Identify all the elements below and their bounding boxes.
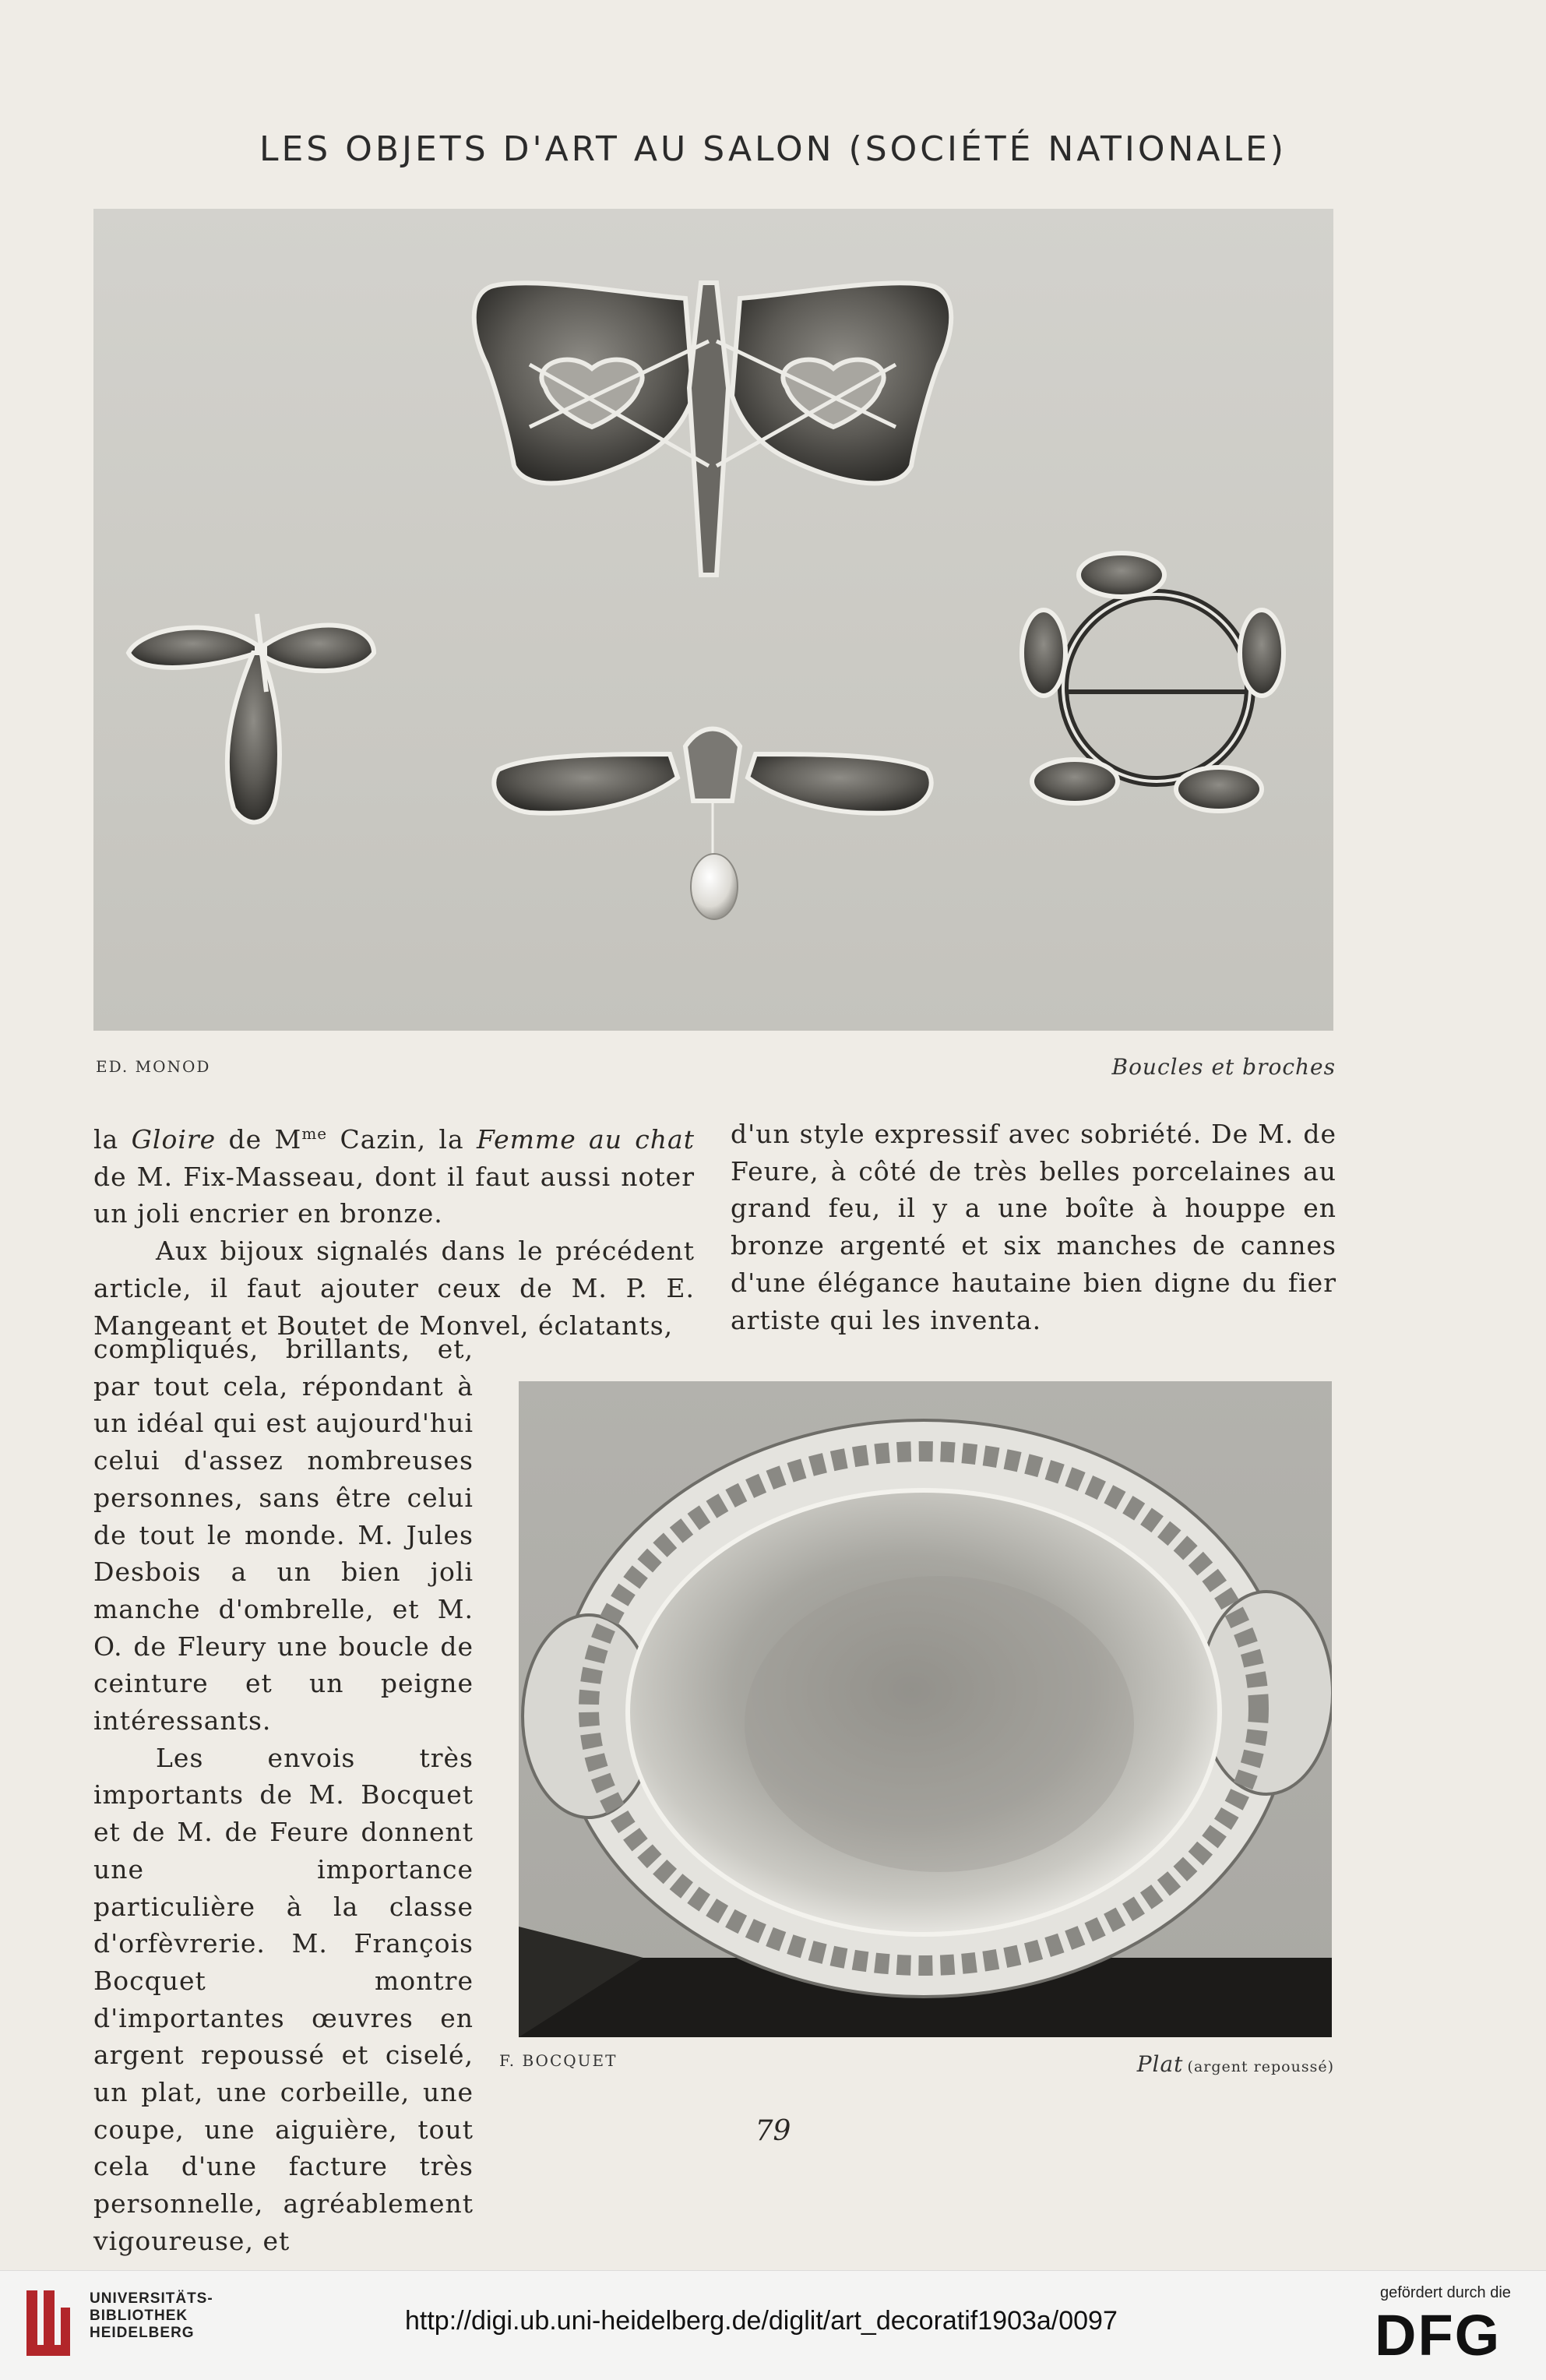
- paragraph-2-continued: compliqués, brillants, et, par tout cela, répondant à un idéal qui est aujourd'hui celui d'assez nombreuses personnes, sans être celui de tout le monde. M. Jules Desbois a un bien joli manche d'ombrelle, et M. O. de Fleury une boucle de ceinture et un peigne intéressants.: [93, 1334, 474, 1737]
- plate-illustration: [519, 1381, 1332, 2037]
- paragraph-right: d'un style expressif avec sobriété. De M. de Feure, à côté de très belles porcelaines au grand feu, il y a une boîte à houppe en bronze argenté et six manches de cannes d'une élégance hautaine bien digne du fier artiste qui les inventa.: [731, 1119, 1336, 1335]
- right-column: [731, 1116, 1336, 1338]
- library-name: UNIVERSITÄTS- BIBLIOTHEK HEIDELBERG: [90, 2290, 213, 2341]
- library-logo-icon: [17, 2284, 79, 2365]
- butterfly-buckle: [474, 283, 952, 575]
- paragraph-3: Les envois très importants de M. Bocquet et de M. de Feure donnent une importance particulière à la classe d'orfèvrerie. M. François Bocquet montre d'importantes œuvres en argent repoussé et ciselé, un plat, une corbeille, une coupe, une aiguière, tout cela d'une facture très personnelle, agréablement vigoureuse, et: [93, 1742, 474, 2256]
- figure1-artist: ED. MONOD: [96, 1057, 211, 1076]
- paragraph-1: la Gloire de $M^{me}$ Cazin, la Femme au chat de M. Fix-Masseau, dont il faut aussi noter un joli encrier en bronze.: [93, 1124, 695, 1229]
- figure2-artist: F. BOCQUET: [499, 2051, 618, 2070]
- jewelry-illustration: [93, 209, 1333, 1031]
- pendant-brooch: [494, 729, 931, 920]
- figure1-caption: Boucles et broches: [1111, 1054, 1336, 1080]
- page-number: 79: [755, 2115, 791, 2147]
- jewelry-photo: [93, 209, 1333, 1031]
- plate-photo: [519, 1381, 1332, 2037]
- paragraph-2: Aux bijoux signalés dans le précédent article, il faut ajouter ceux de M. P. E. Mangeant et Boutet de Monvel, éclatants,: [93, 1236, 695, 1341]
- figure2-caption: Plat (argent repoussé): [1136, 2051, 1334, 2077]
- leaf-brooch: [129, 614, 374, 822]
- source-url-link[interactable]: http://digi.ub.uni-heidelberg.de/diglit/art_decoratif1903a/0097: [405, 2306, 1118, 2336]
- funder-label: gefördert durch die: [1380, 2284, 1511, 2301]
- page-title: LES OBJETS D'ART AU SALON (SOCIÉTÉ NATIONALE): [259, 129, 1287, 169]
- dfg-logo: DFG: [1375, 2303, 1502, 2368]
- ring-brooch: [1022, 553, 1284, 811]
- left-column-top: [93, 1116, 695, 1344]
